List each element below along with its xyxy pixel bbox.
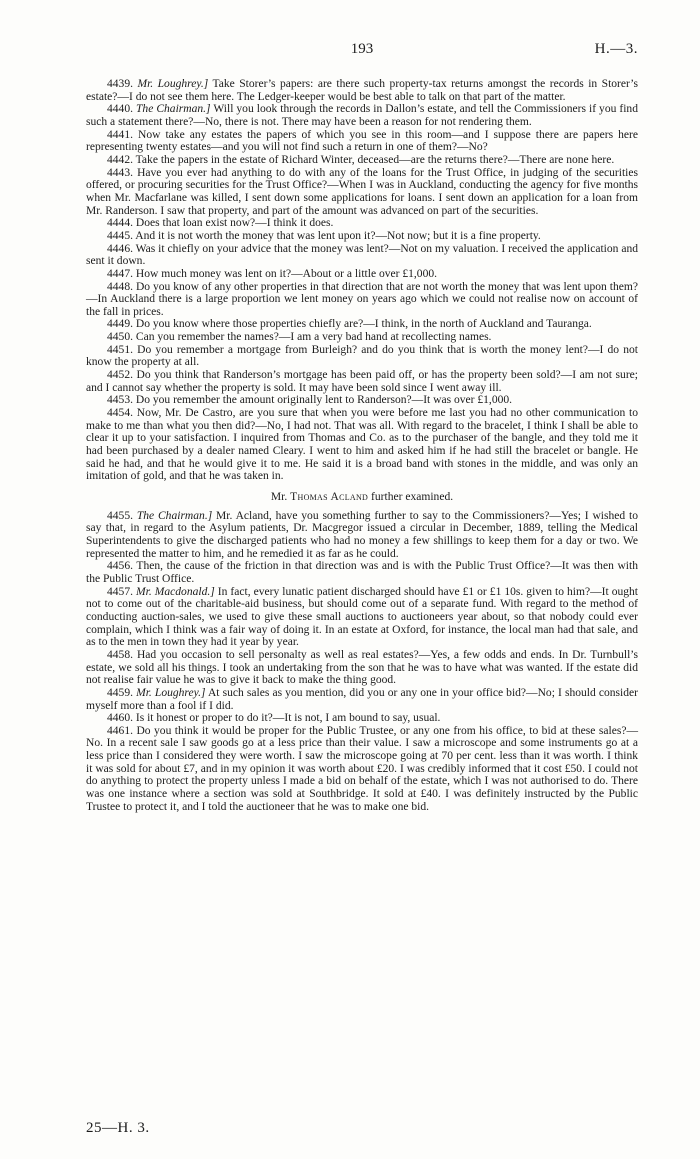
question-number: 4439. [107,78,133,90]
question-number: 4461. [107,724,133,737]
heading-suffix: further examined. [368,491,454,503]
question-text: Then, the cause of the friction in that direction was and is with the Public Trust Office?—It was then with the Public Trust Office. [86,560,638,585]
question-paragraph [86,369,638,394]
question-text: In fact, every lunatic patient discharged should have £1 or £1 10s. given to him?—It ought not to come out of the charitable-aid business, but should come out of a separate fund. With regard to the method of conducting auction-sales, we used to give these small auctions to auctioneers year about, so that nobody could ever complain, which I think was a fair way of doing it. In an estate at Oxford, for instance, the local man had that sale, and as to the men in town they had it year by year. [86,585,638,649]
question-text: And it is not worth the money that was lent upon it?—Not now; but it is a fine property. [135,229,541,242]
question-number: 4458. [107,648,133,661]
question-paragraph [86,243,638,268]
question-text: Do you think that Randerson’s mortgage has been paid off, or has the property been sold?—I am not sure; and I cannot say whether the property is sold. It may have been sold since I went away ill. [86,369,639,394]
question-number: 4450. [107,331,133,344]
testimony-section-2 [86,510,638,814]
question-text: Mr. Acland, have you something further to say to the Commissioners?—Yes; I wished to say that, in regard to the Asylum patients, Dr. Macgregor issued a circular in December, 1889, telling the Medical Superintendents to give the discharged patients who had no money a few shillings to keep them for a day or two. We represented the matter to him, and he remedied it as far as he could. [86,509,638,560]
question-text: At such sales as you mention, did you or any one in your office bid?—No; I should consider myself more than a fool if I did. [86,686,638,712]
question-number: 4447. [107,267,133,280]
question-paragraph [86,230,638,243]
question-number: 4460. [107,712,133,725]
question-text: Have you ever had anything to do with any of the loans for the Trust Office, in judging of the securities offered, or procuring securities for the Trust Office?—When I was in Auckland, conducting the agency for five months when Mr. Macfarlane was killed, I sent down some applications for loans. I sent down an application for a loan from Mr. Randerson. I saw that property, and part of the amount was advanced on part of the securities. [86,166,638,217]
question-paragraph [86,687,638,712]
question-number: 4448. [107,280,133,293]
question-number: 4451. [107,343,133,356]
question-text: Now, Mr. De Castro, are you sure that when you were before me last you had no other communication to make to me than what you then did?—No, I had not. That was all. With regard to the bracelet, I think I shall be able to clear it up to your satisfaction. I inquired from Thomas and Co. as to the purchaser of the bangle, and they told me it had been purchased by a dealer named Cleary. I went to him and asked him if he had still the bracelet or bangle. He said he had, and that he would give it to me. He said it is a broad band with stones in the middle, and was only an imitation of gold, and that he was taken in. [86,407,639,483]
question-number: 4453. [107,394,133,407]
question-paragraph [86,344,638,369]
speaker-label: The Chairman.] [136,509,213,522]
page-header [86,41,638,63]
question-paragraph [86,318,638,331]
question-text: Take Storer’s papers: are there such property-tax returns amongst the records in Storer’s estate?—I do not see them here. The Ledger-keeper would be best able to talk on that part of the matter. [86,78,638,103]
speaker-label: Mr. Loughrey.] [137,78,209,90]
question-paragraph [86,560,638,585]
question-paragraph [86,649,638,687]
question-number: 4454. [107,407,133,420]
question-text: Do you remember a mortgage from Burleigh? and do you think that is worth the money lent?—I do not know the property at all. [86,343,638,369]
page-signature: 25—H. 3. [86,1120,150,1136]
question-paragraph [86,217,638,230]
speaker-label: Mr. Macdonald.] [136,585,215,598]
question-text: Will you look through the records in Dallon’s estate, and tell the Commissioners if you find such a statement there?—No, there is not. There may have been a reason for not rendering them. [86,103,638,128]
question-paragraph [86,268,638,281]
heading-prefix: Mr. [270,491,291,503]
question-paragraph [86,394,638,407]
speaker-label: The Chairman.] [136,103,211,116]
question-number: 4445. [107,229,133,242]
question-text: Now take any estates the papers of which you see in this room—and I suppose there are papers here representing twenty estates—and you will not find such a return in one of them?—No? [86,128,638,154]
question-paragraph [86,78,638,103]
testimony-section-1 [86,78,638,483]
question-number: 4444. [107,217,133,230]
question-number: 4442. [107,153,133,166]
question-text: Do you think it would be proper for the Public Trustee, or any one from his office, to bid at these sales?—No. In a recent sale I saw goods go at a less price than their value. I saw a microscope and some instruments go at a less price than I considered they were worth. I saw the microscope going at 70 per cent. less than it was worth. I think it was sold for about £7, and in my opinion it was worth about £20. I was credibly informed that it cost £50. I could not do anything to protect the property unless I made a bid on behalf of the estate, which I was not authorised to do. There was one instance where a section was sold at Southbridge. It sold at £40. I was definitely instructed by the Public Trustee to protect it, and I told the auctioneer that he was to make one bid. [86,724,638,813]
document-body [86,78,638,813]
question-text: Do you know where those properties chiefly are?—I think, in the north of Auckland and Tauranga. [135,318,592,331]
question-paragraph [86,281,638,319]
question-text: Was it chiefly on your advice that the money was lent?—Not on my valuation. I received the application and sent it down. [86,242,638,268]
question-paragraph [86,725,638,814]
question-number: 4456. [107,560,133,573]
question-paragraph [86,103,638,128]
question-paragraph [86,167,638,218]
question-text: How much money was lent on it?—About or a little over £1,000. [135,267,438,280]
question-number: 4440. [107,103,133,116]
question-text: Is it honest or proper to do it?—It is not, I am bound to say, usual. [135,712,441,725]
question-number: 4457. [107,585,133,598]
question-text: Does that loan exist now?—I think it does. [135,217,334,230]
question-text: Can you remember the names?—I am a very bad hand at recollecting names. [135,331,492,344]
question-number: 4455. [107,509,133,522]
question-paragraph [86,154,638,167]
question-text: Do you know of any other properties in that direction that are not worth the money that was lent upon them?—In Auckland there is a large proportion we lent money on years ago which we could not realise now on account of the fall in prices. [86,280,638,318]
question-paragraph [86,407,638,483]
question-number: 4441. [107,128,133,141]
page-number: 193 [350,41,374,57]
question-text: Had you occasion to sell personalty as well as real estates?—Yes, a few odds and ends. In Dr. Turnbull’s estate, we sold all his things. I took an undertaking from the son that he was to have what was wanted. If the estate did not realise fair value he was to give it back to make the thing good. [86,648,638,687]
question-text: Take the papers in the estate of Richard Winter, deceased—are the returns there?—There are none here. [135,153,615,166]
document-reference: H.—3. [594,41,638,57]
question-paragraph [86,510,638,561]
question-text: Do you remember the amount originally lent to Randerson?—It was over £1,000. [135,394,513,407]
question-paragraph [86,129,638,154]
question-number: 4459. [107,686,133,699]
question-paragraph [86,331,638,344]
heading-witness-name: Thomas Acland [290,491,369,503]
question-number: 4446. [107,242,133,255]
question-number: 4449. [107,318,133,331]
question-paragraph [86,586,638,649]
witness-heading [86,491,638,504]
question-paragraph [86,712,638,725]
question-number: 4452. [107,369,133,382]
question-number: 4443. [107,166,133,179]
speaker-label: Mr. Loughrey.] [136,686,206,699]
